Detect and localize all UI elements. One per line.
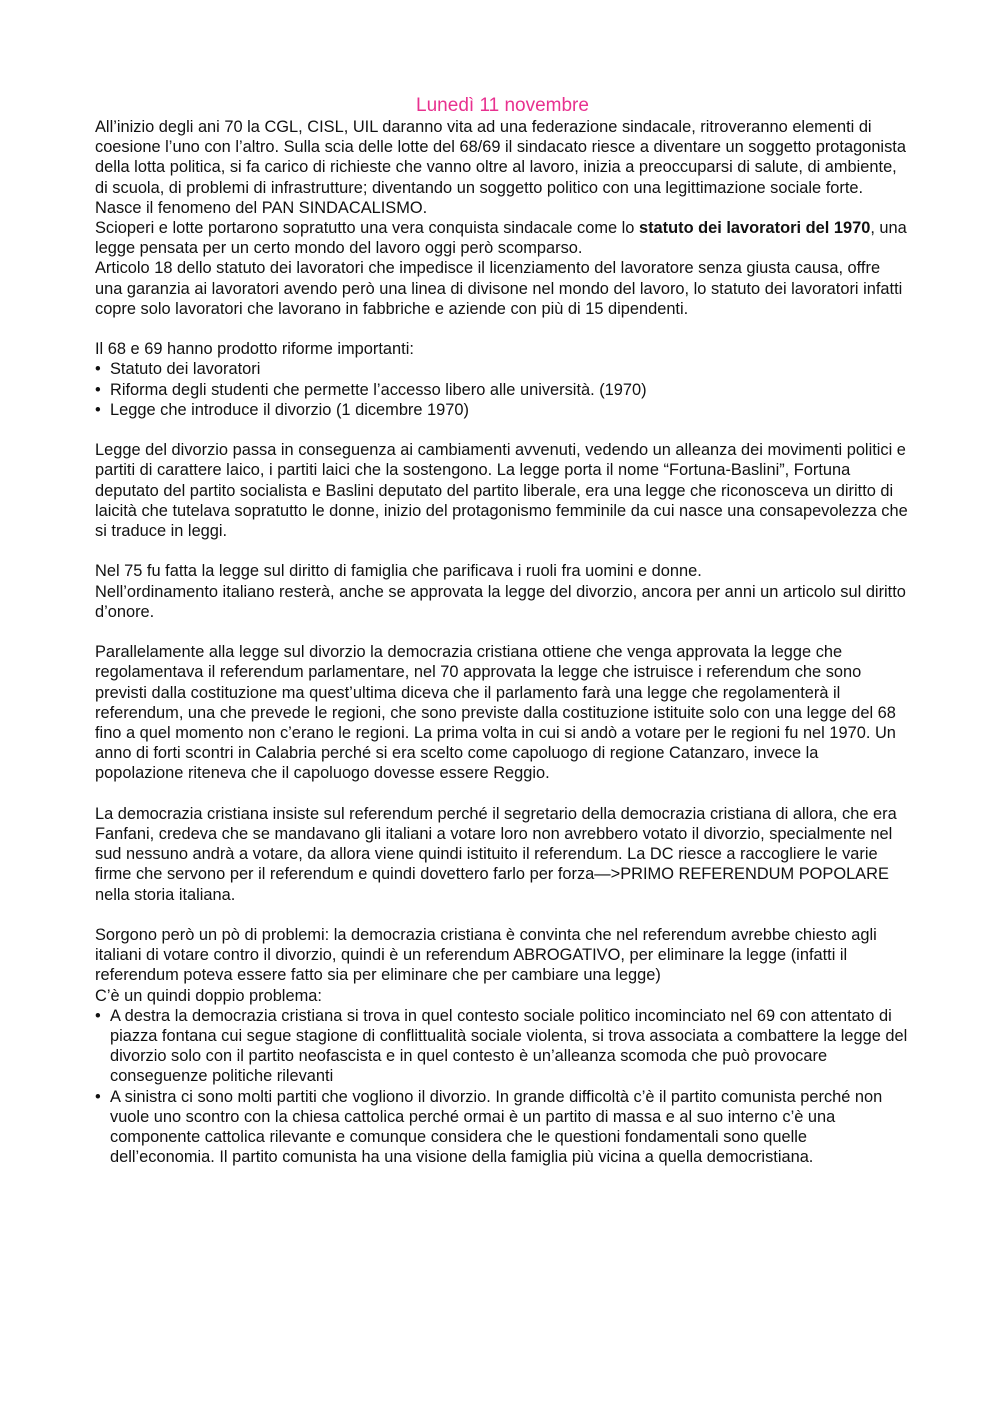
paragraph-articolo-18: Articolo 18 dello statuto dei lavoratori che impedisce il licenziamento del lavoratore senza giusta causa, offre una garanzia ai lavoratori avendo però una linea di divisone nel mondo del lavoro, lo statuto dei lavoratori infatti copre solo lavoratori che lavorano in fabbriche e aziende con più di 15 dipendenti.: [95, 259, 903, 318]
paragraph-sindacalismo: All’inizio degli ani 70 la CGL, CISL, UIL daranno vita ad una federazione sindacale, ritroveranno elementi di coesione l’uno con l’altro. Sulla scia delle lotte del 68/69 il sindacato riesce a diventare un soggetto protagonista della lotta politica, si fa carico di richieste che vanno oltre al lavoro, inizia a preoccuparsi di salute, di ambiente, di scuola, di problemi di infrastrutture; diventando un soggetto politico con una legittimazione sociale forte. Nasce il fenomeno del PAN SINDACALISMO.: [95, 118, 906, 217]
list-item: [95, 1087, 910, 1168]
spacer: [95, 319, 910, 339]
paragraph-riforme-intro: Il 68 e 69 hanno prodotto riforme importanti:: [95, 340, 414, 359]
paragraph-problemi: Sorgono però un pò di problemi: la democrazia cristiana è convinta che nel referendum avrebbe chiesto agli italiani di votare contro il divorzio, quindi è un referendum ABROGATIVO, per eliminare la legge (infatti il referendum poteva essere fatto sia per eliminare che per cambiare una legge): [95, 926, 877, 985]
paragraph-referendum-legge: Parallelamente alla legge sul divorzio la democrazia cristiana ottiene che venga approvata la legge che regolamentava il referendum parlamentare, nel 70 approvata la legge che istruisce i referendum che sono previsti dalla costituzione ma quest’ultima diceva che il parlamento farà una legge che regolamenterà il referendum, una che prevede le regioni, che sono previste dalla costituzione istituite solo con una legge del 68 fino a quel momento non c’erano le regioni. La prima volta in cui si andò a votare per le regioni fu nel 1970. Un anno di forti scontri in Calabria perché si era scelto come capoluogo di regione Catanzaro, invece la popolazione riteneva che il capoluogo dovesse essere Reggio.: [95, 643, 896, 783]
spacer: [95, 420, 910, 440]
list-item: [95, 359, 910, 379]
spacer: [95, 784, 910, 804]
paragraph-fanfani: La democrazia cristiana insiste sul referendum perché il segretario della democrazia cristiana di allora, che era Fanfani, credeva che se mandavano gli italiani a votare loro non avrebbero votato il divorzio, specialmente nel sud nessuno andrà a votare, da allora viene quindi istituito il referendum. La DC riesce a raccogliere le varie firme che servono per il referendum e quindi dovettero farlo per forza—>PRIMO REFERENDUM POPOLARE nella storia italiana.: [95, 804, 897, 904]
paragraph-statuto-text-end: , una legge pensata per un certo mondo del lavoro oggi però scomparso.: [95, 219, 907, 258]
bullet-icon: •: [95, 1087, 101, 1106]
spacer: [95, 622, 910, 642]
paragraph-statuto-bold: statuto dei lavoratori del 1970: [638, 219, 871, 238]
problems-list: [95, 1006, 910, 1168]
paragraph-diritto-onore: Nell’ordinamento italiano resterà, anche se approvata la legge del divorzio, ancora per anni un articolo sul diritto d’onore.: [95, 582, 906, 621]
bullet-icon: •: [95, 400, 101, 419]
list-item: [95, 400, 910, 420]
paragraph-statuto-text: Scioperi e lotte portarono sopratutto una vera conquista sindacale come lo: [95, 219, 639, 238]
reforms-list: [95, 359, 910, 420]
bullet-icon: •: [95, 1006, 101, 1025]
paragraph-diritto-famiglia: Nel 75 fu fatta la legge sul diritto di famiglia che parificava i ruoli fra uomini e donne.: [95, 562, 702, 581]
spacer: [95, 541, 910, 561]
list-item: [95, 1006, 910, 1087]
list-item-text: Statuto dei lavoratori: [110, 360, 261, 379]
paragraph-divorzio: Legge del divorzio passa in conseguenza ai cambiamenti avvenuti, vedendo un alleanza dei movimenti politici e partiti di carattere laico, i partiti laici che la sostengono. La legge porta il nome “Fortuna-Baslini”, Fortuna deputato del partito socialista e Baslini deputato del partito liberale, era una legge che riconosceva un diritto di laicità che tutelava sopratutto le donne, inizio del protagonismo femminile da cui nasce una consapevolezza che si traduce in leggi.: [95, 441, 908, 541]
list-item: [95, 380, 910, 400]
paragraph-statuto: [95, 218, 910, 258]
page-title: Lunedì 11 novembre: [416, 95, 589, 116]
bullet-icon: •: [95, 360, 101, 379]
list-item-text: Riforma degli studenti che permette l’accesso libero alle università. (1970): [110, 380, 647, 399]
list-item-text: Legge che introduce il divorzio (1 dicembre 1970): [110, 400, 469, 419]
bullet-icon: •: [95, 380, 101, 399]
list-item-text: A destra la democrazia cristiana si trova in quel contesto sociale politico incominciato nel 69 con attentato di piazza fontana cui segue stagione di conflittualità sociale violenta, si trova associata a combattere la legge del divorzio solo con il partito neofascista e in quel contesto è un’alleanza scomoda che può provocare conseguenze politiche rilevanti: [110, 1006, 908, 1086]
paragraph-doppio-problema: C’è un quindi doppio problema:: [95, 986, 322, 1005]
list-item-text: A sinistra ci sono molti partiti che vogliono il divorzio. In grande difficoltà c’è il partito comunista perché non vuole uno scontro con la chiesa cattolica perché ormai è un partito di massa e al suo interno c’è una componente cattolica rilevante e comunque considera che le questioni fondamentali sono quelle dell’economia. Il partito comunista ha una visione della famiglia più vicina a quella democristiana.: [110, 1087, 883, 1167]
spacer: [95, 905, 910, 925]
document-page: [95, 94, 910, 1167]
